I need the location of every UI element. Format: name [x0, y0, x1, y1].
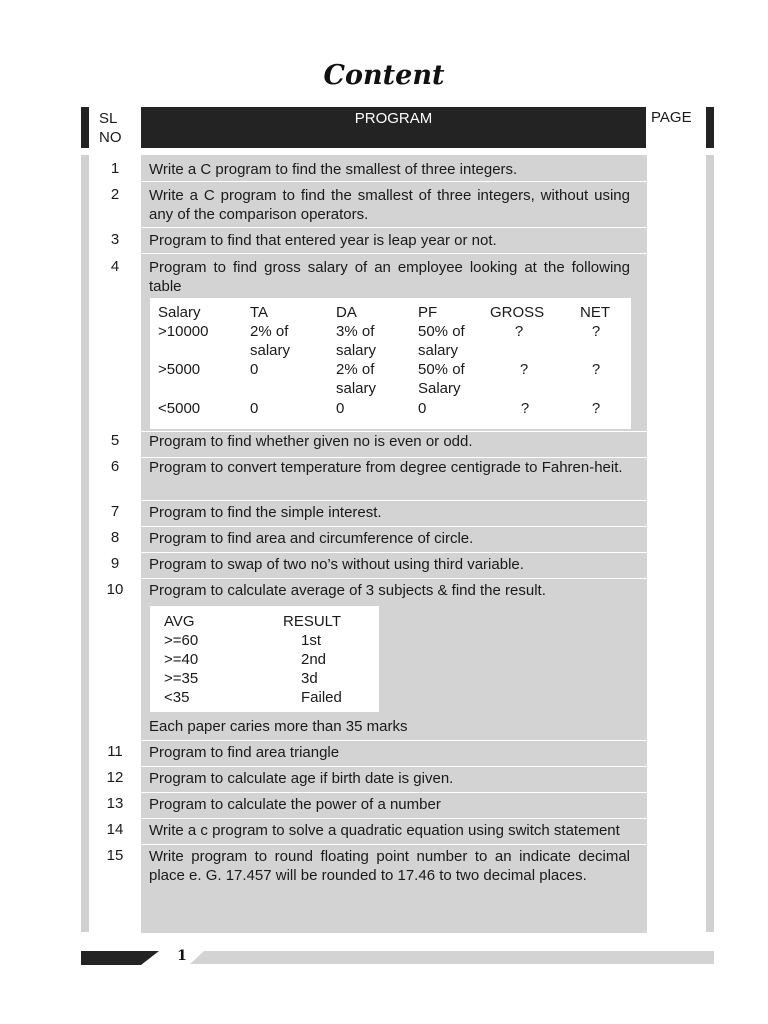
row-number: 2 — [110, 186, 120, 203]
program-text: Program to find area triangle — [149, 744, 340, 761]
program-text: Program to calculate age if birth date is given. — [149, 770, 454, 787]
row-number: 14 — [106, 821, 124, 838]
header-right-mark — [706, 107, 714, 148]
result-note: Each paper caries more than 35 marks — [149, 718, 408, 735]
result-cell: >=40 — [164, 651, 199, 668]
row-divider — [141, 500, 647, 501]
row-number: 3 — [110, 231, 120, 248]
header-sl-no — [99, 109, 122, 147]
row-number: 13 — [106, 795, 124, 812]
row-divider — [141, 253, 647, 254]
salary-cell: salary — [250, 342, 291, 359]
result-cell: <35 — [164, 689, 190, 706]
salary-cell: >5000 — [158, 361, 201, 378]
header-page: PAGE — [651, 109, 692, 126]
program-text: Program to find area and circumference of circle. — [149, 530, 474, 547]
footer-right-tip — [190, 951, 204, 964]
salary-cell: 0 — [250, 361, 259, 378]
salary-cell: 0 — [250, 400, 259, 417]
program-text: Program to calculate the power of a number — [149, 796, 441, 813]
salary-cell: 50% of — [418, 361, 465, 378]
program-text: Program to swap of two no’s without using third variable. — [149, 556, 524, 573]
salary-header: Salary — [158, 304, 201, 321]
row-number: 15 — [106, 847, 124, 864]
page-title: Content — [323, 60, 445, 91]
result-cell: 2nd — [301, 651, 327, 668]
salary-cell: ? — [519, 361, 529, 378]
salary-cell: salary — [336, 342, 377, 359]
result-cell: Failed — [301, 689, 342, 706]
row-number: 12 — [106, 769, 124, 786]
salary-cell: ? — [514, 323, 524, 340]
row-number: 7 — [110, 503, 120, 520]
result-header: AVG — [164, 613, 195, 630]
row-divider — [141, 740, 647, 741]
row-number: 5 — [110, 432, 120, 449]
result-cell: 3d — [301, 670, 318, 687]
row-divider — [141, 578, 647, 579]
row-divider — [141, 526, 647, 527]
salary-cell: ? — [591, 400, 601, 417]
program-text: Write a c program to solve a quadratic equation using switch statement — [149, 822, 620, 839]
footer-left-tip — [141, 951, 159, 965]
program-text: Program to find gross salary of an employee looking at the following table — [149, 259, 630, 295]
row-number: 4 — [110, 258, 120, 275]
header-no: NO — [99, 129, 122, 146]
salary-cell: 50% of — [418, 323, 465, 340]
salary-table — [150, 298, 631, 429]
row-divider — [141, 818, 647, 819]
salary-cell: >10000 — [158, 323, 209, 340]
salary-cell: 2% of — [336, 361, 375, 378]
row-divider — [141, 181, 647, 182]
footer-right-bar — [204, 951, 714, 964]
salary-cell: salary — [418, 342, 459, 359]
header-program — [141, 107, 646, 148]
salary-cell: <5000 — [158, 400, 201, 417]
right-rule — [706, 155, 714, 932]
salary-header: TA — [250, 304, 269, 321]
salary-header: DA — [336, 304, 357, 321]
row-number: 9 — [110, 555, 120, 572]
row-divider — [141, 766, 647, 767]
salary-header: NET — [580, 304, 610, 321]
program-text: Program to convert temperature from degree centigrade to Fahren-heit. — [149, 459, 623, 476]
salary-cell: ? — [591, 361, 601, 378]
salary-cell: 0 — [336, 400, 345, 417]
program-text: Write a C program to find the smallest of three integers. — [149, 161, 518, 178]
row-number: 1 — [110, 160, 120, 177]
salary-cell: Salary — [418, 380, 461, 397]
program-text: Write program to round floating point number to an indicate decimal place e. G. 17.457 will be rounded to 17.46 to two decimal places. — [149, 848, 630, 884]
footer-left-bar — [81, 951, 141, 965]
header-program-label: PROGRAM — [354, 110, 433, 127]
row-number: 6 — [110, 458, 120, 475]
program-text: Program to calculate average of 3 subjects & find the result. — [149, 582, 546, 599]
program-text: Program to find whether given no is even or odd. — [149, 433, 473, 450]
program-text: Program to find the simple interest. — [149, 504, 382, 521]
salary-cell: 3% of — [336, 323, 375, 340]
result-cell: 1st — [301, 632, 322, 649]
row-number: 10 — [106, 581, 124, 598]
salary-cell: ? — [520, 400, 530, 417]
result-table — [150, 606, 379, 712]
result-cell: >=35 — [164, 670, 199, 687]
row-divider — [141, 552, 647, 553]
program-text: Program to find that entered year is leap year or not. — [149, 232, 497, 249]
row-divider — [141, 844, 647, 845]
salary-cell: ? — [591, 323, 601, 340]
salary-cell: salary — [336, 380, 377, 397]
salary-header: PF — [418, 304, 438, 321]
page-number: 1 — [177, 948, 187, 964]
row-number: 11 — [107, 743, 123, 760]
program-text: Write a C program to find the smallest of three integers, without using any of the comparison operators. — [149, 187, 630, 223]
salary-cell: 0 — [418, 400, 427, 417]
salary-header: GROSS — [490, 304, 545, 321]
result-cell: >=60 — [164, 632, 199, 649]
salary-cell: 2% of — [250, 323, 289, 340]
row-divider — [141, 227, 647, 228]
row-number: 8 — [110, 529, 120, 546]
row-divider — [141, 792, 647, 793]
header-left-mark — [81, 107, 89, 148]
result-header: RESULT — [283, 613, 342, 630]
left-rule — [81, 155, 89, 932]
header-sl: SL — [99, 110, 118, 127]
